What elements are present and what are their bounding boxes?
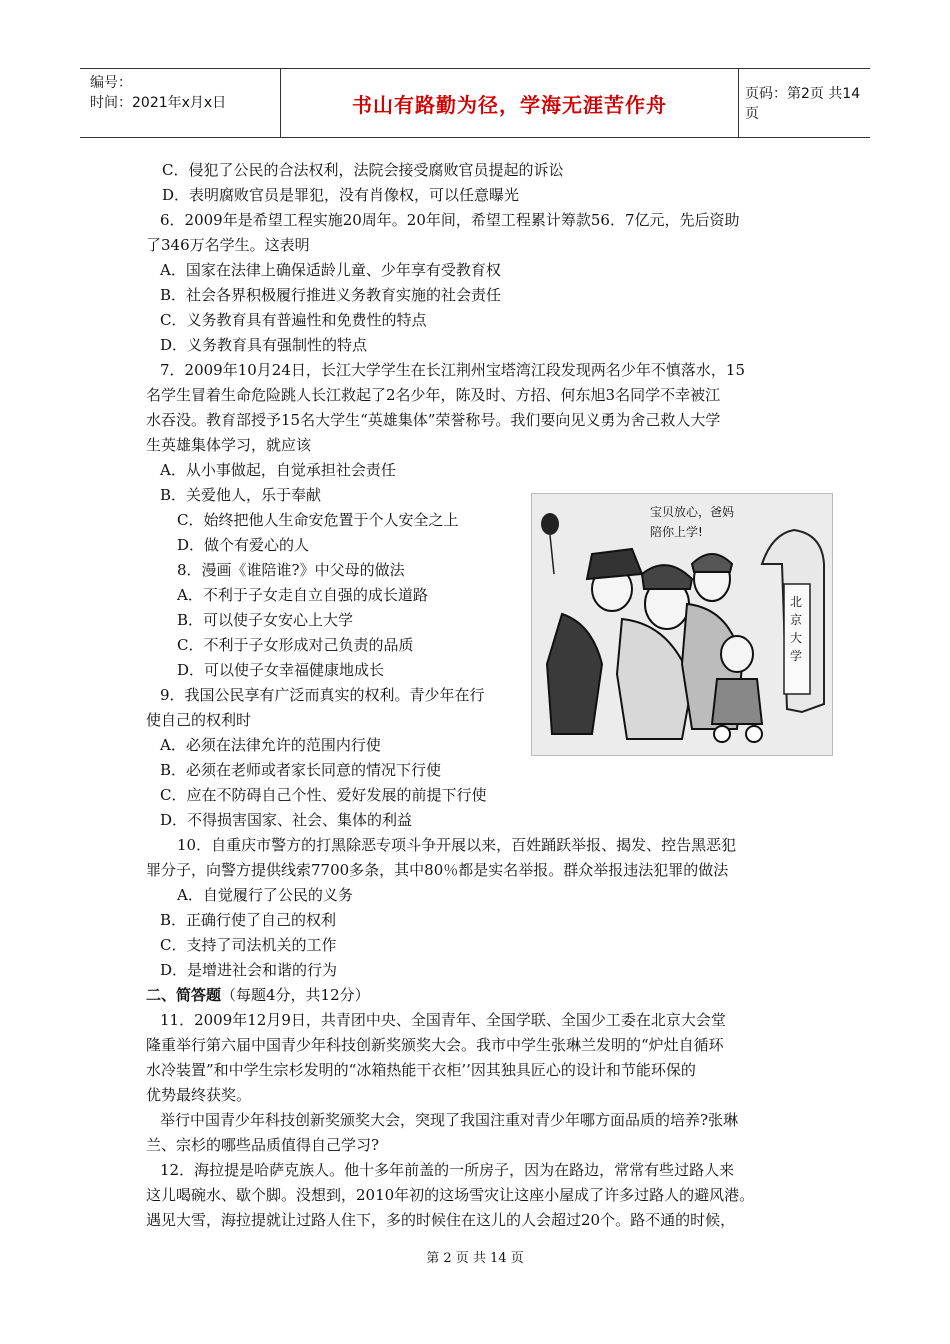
section-note: （每题4分，共12分）: [221, 986, 370, 1004]
question-stem: 9．我国公民享有广泛而真实的权利。青少年在行: [160, 686, 485, 704]
speech-line-1: 宝贝放心，爸妈: [650, 505, 735, 519]
text-line: C．侵犯了公民的合法权利，法院会接受腐败官员提起的诉讼: [162, 161, 564, 179]
text-line: 隆重举行第六届中国青少年科技创新奖颁奖大会。我市中学生张琳兰发明的“炉灶自循环: [146, 1036, 724, 1054]
section-heading-line: [146, 985, 370, 1005]
answer-option: C．义务教育具有普遍性和免费性的特点: [160, 311, 427, 329]
time-label: 时间：2021年x月x日: [90, 95, 227, 111]
sign-char: 北: [790, 595, 803, 609]
question-stem: 8．漫画《谁陪谁?》中父母的做法: [177, 561, 405, 579]
text-line: 兰、宗杉的哪些品质值得自己学习?: [146, 1136, 380, 1154]
text-line: 罪分子，向警方提供线索7700多条，其中80％都是实名举报。群众举报违法犯罪的做法: [146, 861, 729, 879]
text-line: 举行中国青少年科技创新奖颁奖大会，突现了我国注重对青少年哪方面品质的培养?张琳: [160, 1111, 739, 1129]
answer-option: B．正确行使了自己的权利: [160, 911, 337, 929]
number-label: 编号：: [90, 75, 132, 91]
answer-option: A．自觉履行了公民的义务: [177, 886, 353, 904]
page-footer: 第 2 页 共 14 页: [426, 1251, 524, 1266]
question-stem: 11．2009年12月9日，共青团中央、全国青年、全国学联、全国少工委在北京大会堂: [160, 1011, 726, 1029]
comic-illustration: [531, 493, 833, 756]
comic-drawing: [532, 494, 832, 755]
header-motto: 书山有路勤为径，学海无涯苦作舟: [352, 92, 667, 117]
answer-option: C．始终把他人生命安危置于个人安全之上: [177, 511, 459, 529]
question-stem: 12．海拉提是哈萨克族人。他十多年前盖的一所房子，因为在路边，常常有些过路人来: [160, 1161, 735, 1179]
sign-char: 学: [790, 649, 803, 663]
answer-option: B．可以使子女安心上大学: [177, 611, 354, 629]
answer-option: A．不利于子女走自立自强的成长道路: [177, 586, 428, 604]
answer-option: B．必须在老师或者家长同意的情况下行使: [160, 761, 442, 779]
answer-option: B．关爱他人，乐于奉献: [160, 486, 322, 504]
answer-option: B．社会各界积极履行推进义务教育实施的社会责任: [160, 286, 502, 304]
header-page-info: 页码：第2页 共14页: [745, 86, 861, 122]
text-line: 这儿喝碗水、歇个脚。没想到，2010年初的这场雪灾让这座小屋成了许多过路人的避风港。: [146, 1186, 755, 1204]
question-stem: 7．2009年10月24日，长江大学学生在长江荆州宝塔湾江段发现两名少年不慎落水，15: [160, 361, 745, 379]
text-line: 遇见大雪，海拉提就让过路人住下，多的时候住在这儿的人会超过20个。路不通的时候，: [146, 1211, 736, 1229]
section-heading: 二、简答题: [146, 986, 222, 1004]
answer-option: A．国家在法律上确保适龄儿童、少年享有受教育权: [160, 261, 501, 279]
text-line: 了346万名学生。这表明: [146, 236, 310, 254]
answer-option: A．必须在法律允许的范围内行使: [160, 736, 381, 754]
text-line: 优势最终获奖。: [146, 1086, 252, 1104]
answer-option: D．可以使子女幸福健康地成长: [177, 661, 385, 679]
header-motto-cell: [280, 69, 739, 137]
text-line: 水冷装置”和中学生宗杉发明的“冰箱热能干衣柜’’因其独具匠心的设计和节能环保的: [146, 1061, 696, 1079]
question-stem: 6．2009年是希望工程实施20周年。20年间，希望工程累计筹款56．7亿元，先后资助: [160, 211, 740, 229]
text-line: 水吞没。教育部授予15名大学生“英雄集体”荣誉称号。我们要向见义勇为舍己救人大学: [146, 411, 721, 429]
answer-option: D．义务教育具有强制性的特点: [160, 336, 368, 354]
sign-char: 大: [790, 631, 803, 645]
speech-line-2: 陪你上学!: [650, 525, 703, 539]
header-meta: [80, 69, 280, 137]
sign-char: 京: [790, 613, 803, 627]
answer-option: D．不得损害国家、社会、集体的利益: [160, 811, 413, 829]
text-line: 生英雄集体学习，就应该: [146, 436, 312, 454]
question-stem: 10．自重庆市警方的打黑除恶专项斗争开展以来，百姓踊跃举报、揭发、控告黑恶犯: [177, 836, 737, 854]
answer-option: D．是增进社会和谐的行为: [160, 961, 338, 979]
balloon-icon: [541, 513, 559, 535]
answer-option: C．支持了司法机关的工作: [160, 936, 337, 954]
answer-option: D．做个有爱心的人: [177, 536, 310, 554]
answer-option: C．不利于子女形成对己负责的品质: [177, 636, 414, 654]
text-line: 名学生冒着生命危险跳人长江救起了2名少年，陈及时、方招、何东旭3名同学不幸被江: [146, 386, 721, 404]
answer-option: C．应在不防碍自己个性、爱好发展的前提下行使: [160, 786, 487, 804]
page-header: [80, 68, 870, 138]
answer-option: A．从小事做起，自觉承担社会责任: [160, 461, 396, 479]
text-line: 使自己的权利时: [146, 711, 252, 729]
text-line: D．表明腐败官员是罪犯，没有肖像权，可以任意曝光: [162, 186, 520, 204]
